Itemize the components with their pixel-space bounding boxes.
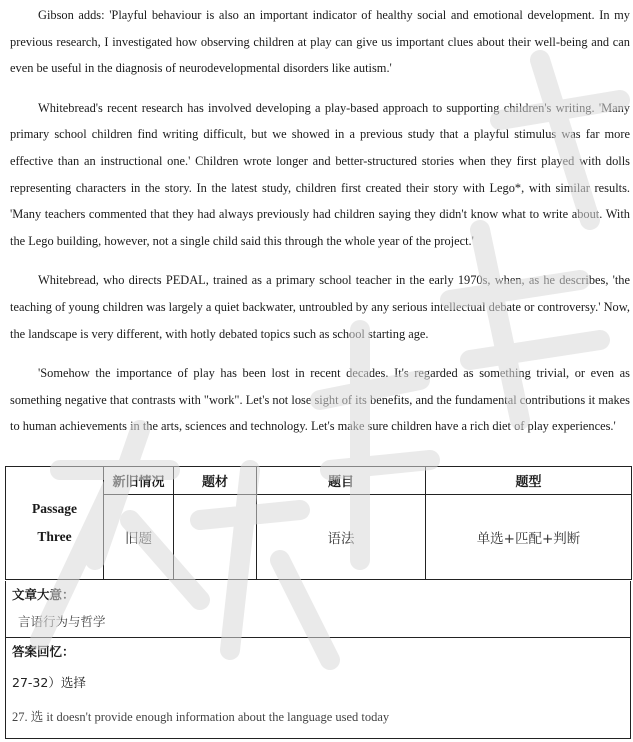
passage-label-cell	[6, 467, 104, 580]
passage-paragraph: Whitebread, who directs PEDAL, trained as a primary school teacher in the early 1970s, when, as he describes, 'the teaching of young children was largely a quiet backwater, untroubled by any serious intellectual debate or controversy.' Now, the landscape is very different, with hotly debated topics such as school starting age.	[10, 273, 630, 341]
summary-section	[5, 581, 631, 638]
answer-item: 27. 选 it doesn't provide enough information about the language used today	[12, 710, 390, 724]
passage-paragraph: 'Somehow the importance of play has been lost in recent decades. It's regarded as something trivial, or even as something negative that contrasts with "work". Let's not lose sight of its benefits, and the fundamental contributions it makes to human achievements in the arts, sciences and technology. Let's make sure children have a rich diet of play experiences.'	[10, 366, 630, 434]
cell-status: 旧题	[104, 495, 174, 580]
answers-heading: 答案回忆：	[12, 644, 75, 659]
cell-question: 语法	[257, 495, 426, 580]
header-status: 新旧情况	[104, 467, 174, 495]
passage-paragraph: Whitebread's recent research has involved developing a play-based approach to supporting children's writing. 'Many primary school children find writing difficult, but we showed in a previous study that a playful stimulus was far more effective than an instructional one.' Children wrote longer and better-structured stories when they first played with dolls representing characters in the story. In the latest study, children first created their story with Lego*, with similar results. 'Many teachers commented that they had always previously had children saying they didn't know what to write about. With the Lego building, however, not a single child said this through the whole year of the project.'	[10, 100, 630, 248]
cell-question-type: 单选+匹配+判断	[426, 495, 632, 580]
answers-range: 27-32）选择	[12, 675, 86, 690]
passage-paragraph: Gibson adds: 'Playful behaviour is also an important indicator of healthy social and emotional development. In my previous research, I investigated how observing children at play can give us important clues about their well-being and can even be useful in the diagnosis of neurodevelopmental disorders like autism.'	[10, 8, 630, 76]
passage-number: Three	[37, 529, 72, 544]
cell-topic	[174, 495, 257, 580]
passage-label: Passage	[32, 501, 77, 516]
summary-heading: 文章大意：	[12, 587, 75, 602]
header-topic: 题材	[174, 467, 257, 495]
header-question-type: 题型	[426, 467, 632, 495]
passage-info-table	[5, 466, 632, 580]
reading-passage	[10, 2, 630, 453]
summary-text: 言语行为与哲学	[18, 614, 106, 629]
header-question: 题目	[257, 467, 426, 495]
answers-section	[5, 638, 631, 739]
